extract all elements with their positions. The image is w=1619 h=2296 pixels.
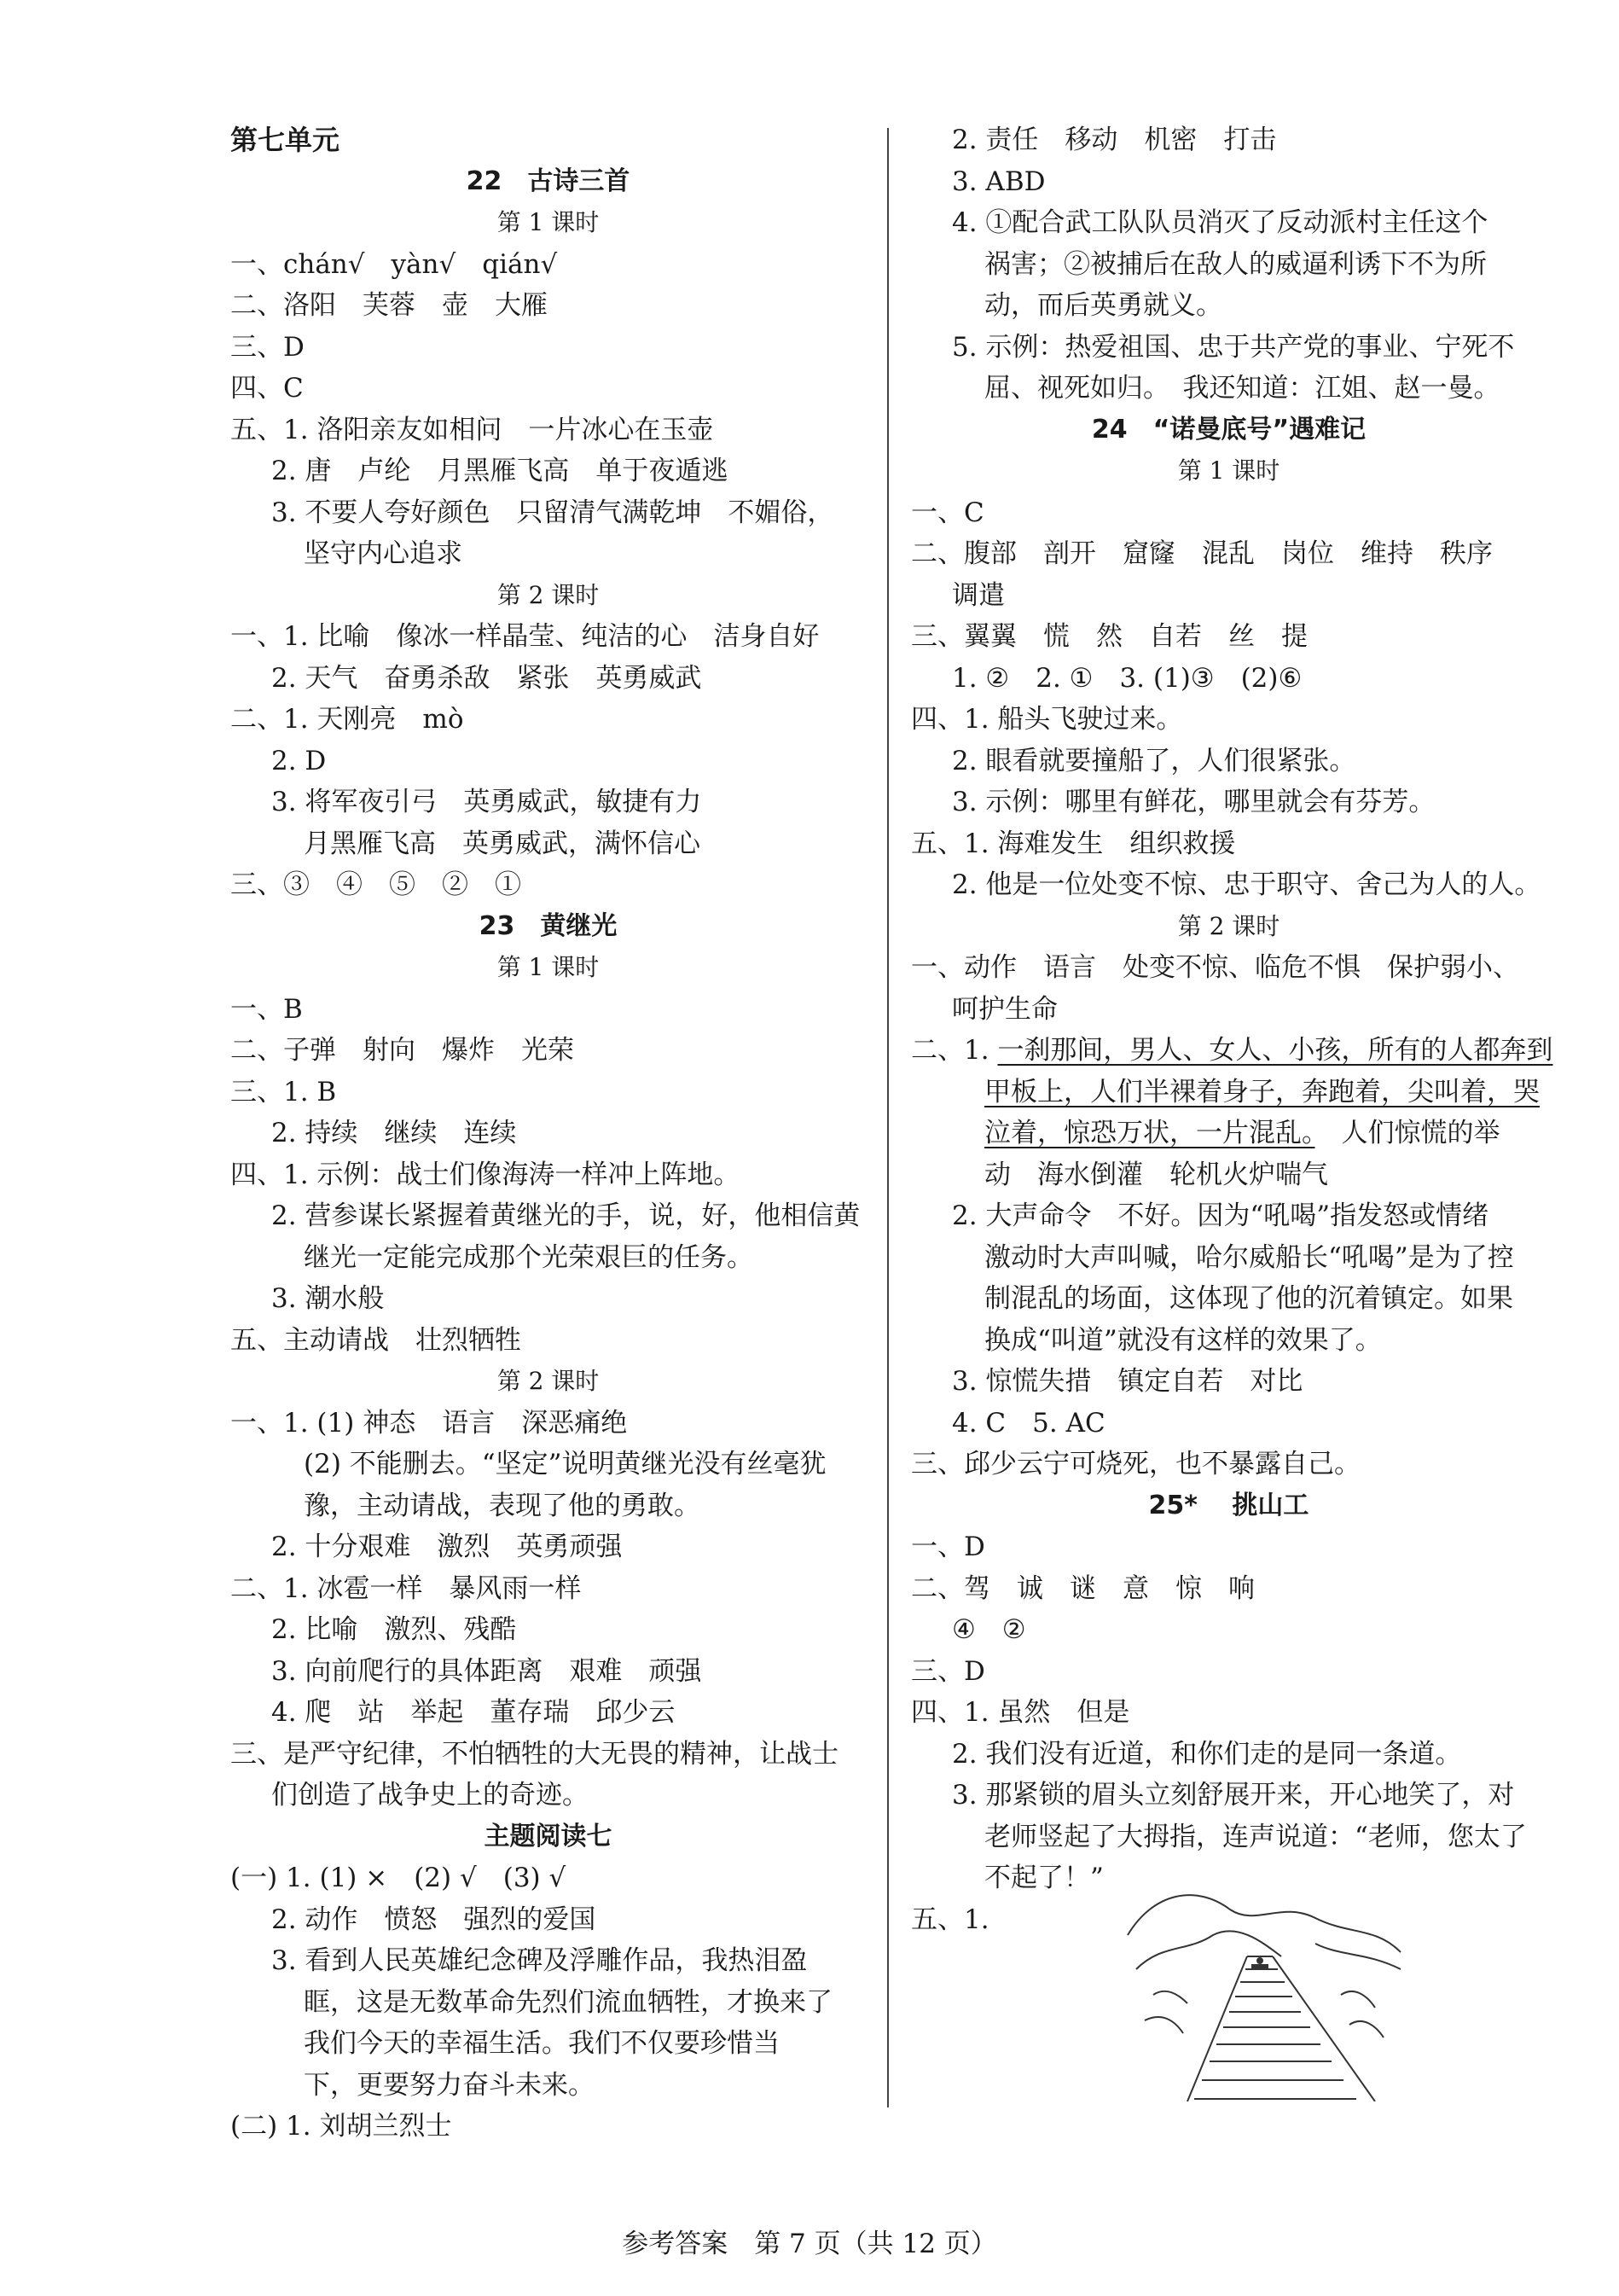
answer-line xyxy=(911,782,1546,823)
page-footer: 参考答案 第 7 页（共 12 页） xyxy=(622,2229,997,2259)
answer-text: 2. 动作 愤怒 强烈的爱国 xyxy=(271,1904,596,1935)
answer-line xyxy=(230,1899,866,1941)
answer-text: 3. 不要人夸好颜色 只留清气满乾坤 不媚俗， xyxy=(271,497,834,528)
answer-line xyxy=(230,864,866,906)
answer-line xyxy=(911,1030,1553,1072)
answer-text: 四、1. 虽然 但是 xyxy=(911,1697,1130,1728)
lesson-title xyxy=(230,1816,866,1858)
answer-line xyxy=(230,1940,866,1982)
answer-text: 三、翼翼 慌 然 自若 丝 提 xyxy=(911,621,1308,652)
answer-text: ④ ② xyxy=(952,1614,1026,1645)
answer-text: 二、子弹 射向 爆炸 光荣 xyxy=(230,1035,574,1066)
session-title xyxy=(911,906,1546,948)
answer-line xyxy=(230,2065,866,2107)
answer-line xyxy=(230,2023,866,2065)
answer-text: 三、是严守纪律，不怕牺牲的大无畏的精神，让战士 xyxy=(230,1738,839,1770)
answer-line xyxy=(230,1030,866,1072)
answer-text: 五、1. 海难发生 组织救援 xyxy=(911,828,1236,859)
answer-text: 第 2 课时 xyxy=(496,580,600,609)
answer-text: 一、1. (1) 神态 语言 深恶痛绝 xyxy=(230,1407,628,1439)
answer-text: 二、1. xyxy=(911,1035,998,1066)
answer-text: 一、chán√ yàn√ qián√ xyxy=(230,248,558,280)
answer-line xyxy=(911,1320,1546,1362)
unit-title xyxy=(230,119,866,161)
answer-text: 25* 挑山工 xyxy=(1148,1490,1309,1520)
answer-text: 四、1. 示例：战士们像海涛一样冲上阵地。 xyxy=(230,1159,740,1190)
session-title xyxy=(911,450,1546,492)
answer-text: 一、1. 比喻 像冰一样晶莹、纯洁的心 洁身自好 xyxy=(230,621,820,652)
answer-line xyxy=(230,1237,866,1279)
answer-line xyxy=(230,1072,866,1113)
answer-text: 调遣 xyxy=(952,579,1005,611)
answer-line xyxy=(911,492,1546,534)
answer-text: 主题阅读七 xyxy=(484,1821,612,1851)
answer-line xyxy=(230,533,866,575)
answer-line xyxy=(911,741,1546,782)
answer-text: 四、C xyxy=(230,373,304,404)
lesson-title xyxy=(911,1485,1546,1527)
answer-text: 2. 大声命令 不好。因为“吼喝”指发怒或情绪 xyxy=(952,1200,1489,1231)
answer-text: 1. ② 2. ① 3. (1)③ (2)⑥ xyxy=(952,662,1303,694)
answer-text: 二、洛阳 芙蓉 壶 大雁 xyxy=(230,290,548,321)
answer-line xyxy=(230,1154,866,1196)
right-column xyxy=(911,119,1553,1940)
answer-text: 第 1 课时 xyxy=(496,953,600,981)
answer-line xyxy=(230,1982,866,2024)
answer-text: 四、1. 船头飞驶过来。 xyxy=(911,704,1183,735)
answer-line xyxy=(911,1651,1546,1693)
underlined-passage: 甲板上，人们半裸着身子，奔跑着，尖叫着，哭 xyxy=(984,1076,1540,1107)
answer-text: 3. 示例：哪里有鲜花，哪里就会有芬芳。 xyxy=(952,787,1436,817)
answer-line xyxy=(911,947,1546,989)
answer-line xyxy=(911,1072,1546,1113)
answer-text: 4. ①配合武工队队员消灭了反动派村主任这个 xyxy=(952,207,1488,238)
answer-text: 3. 看到人民英雄纪念碑及浮雕作品，我热泪盈 xyxy=(271,1945,808,1976)
answer-line xyxy=(911,658,1546,700)
answer-text: 二、1. 天刚亮 mò xyxy=(230,704,464,735)
answer-text: 屈、视死如归。 我还知道：江姐、赵一曼。 xyxy=(984,373,1500,404)
answer-line xyxy=(911,575,1546,617)
answer-text: 继光一定能完成那个光荣艰巨的任务。 xyxy=(304,1241,753,1273)
answer-line xyxy=(911,285,1546,327)
answer-text: 呵护生命 xyxy=(952,993,1058,1025)
answer-text: 22 古诗三首 xyxy=(466,166,630,196)
answer-line xyxy=(911,1692,1546,1734)
answer-line xyxy=(230,327,866,369)
answer-text: 23 黄继光 xyxy=(479,910,618,941)
answer-line xyxy=(230,741,866,782)
answer-text: 一、D xyxy=(911,1532,985,1562)
answer-line xyxy=(230,616,866,658)
answer-text: 二、驾 诚 谜 意 惊 响 xyxy=(911,1572,1255,1604)
answer-line xyxy=(911,1609,1546,1651)
answer-text: 动，而后英勇就义。 xyxy=(984,290,1222,321)
answer-text: 月黑雁飞高 英勇威武，满怀信心 xyxy=(304,828,700,859)
answer-text: 豫，主动请战，表现了他的勇敢。 xyxy=(304,1490,700,1521)
answer-line xyxy=(911,1361,1546,1403)
answer-line xyxy=(911,1113,1546,1154)
answer-line xyxy=(911,989,1546,1031)
answer-text: 下，更要努力奋斗未来。 xyxy=(304,2069,595,2101)
session-title xyxy=(230,947,866,989)
underlined-passage: 泣着，惊恐万状，一片混乱。 xyxy=(984,1118,1315,1148)
answer-text: 激动时大声叫喊，哈尔威船长“吼喝”是为了控 xyxy=(984,1241,1514,1273)
answer-text: 4. C 5. AC xyxy=(952,1407,1105,1439)
answer-text: 2. 我们没有近道，和你们走的是同一条道。 xyxy=(952,1738,1462,1770)
answer-text: 3. 向前爬行的具体距离 艰难 顽强 xyxy=(271,1655,702,1687)
answer-line xyxy=(230,1444,866,1485)
answer-text: 5. 示例：热爱祖国、忠于共产党的事业、宁死不 xyxy=(952,331,1515,363)
answer-line xyxy=(911,1278,1546,1320)
answer-text: 2. 眼看就要撞船了，人们很紧张。 xyxy=(952,745,1356,776)
answer-line xyxy=(230,1692,866,1734)
answer-text: 3. 将军夜引弓 英勇威武，敏捷有力 xyxy=(271,787,702,817)
answer-line xyxy=(230,1195,866,1237)
answer-line xyxy=(230,1485,866,1527)
answer-line xyxy=(911,161,1546,203)
answer-text: 第七单元 xyxy=(230,124,340,156)
answer-text: 2. 持续 继续 连续 xyxy=(271,1118,517,1148)
answer-line xyxy=(230,1320,866,1362)
answer-line xyxy=(911,1403,1546,1444)
answer-line xyxy=(911,1195,1546,1237)
lesson-title xyxy=(911,410,1546,451)
answer-text: 3. 那紧锁的眉头立刻舒展开来，开心地笑了，对 xyxy=(952,1780,1515,1811)
column-divider xyxy=(887,128,889,2107)
answer-line xyxy=(230,368,866,410)
answer-line xyxy=(230,492,866,534)
answer-text: 第 2 课时 xyxy=(1177,911,1280,940)
answer-line xyxy=(911,864,1546,906)
answer-line xyxy=(230,1278,866,1320)
answer-line xyxy=(911,1816,1546,1858)
answer-text: 动 海水倒灌 轮机火炉喘气 xyxy=(984,1159,1328,1190)
answer-text: 三、1. B xyxy=(230,1076,337,1107)
answer-text: 不起了！” xyxy=(984,1863,1104,1893)
answer-text: 一、动作 语言 处变不惊、临危不惧 保护弱小、 xyxy=(911,952,1519,983)
answer-line xyxy=(230,658,866,700)
answer-line xyxy=(230,989,866,1031)
answer-line xyxy=(911,1526,1546,1568)
session-title xyxy=(230,202,866,244)
answer-text: 老师竖起了大拇指，连声说道：“老师，您太了 xyxy=(984,1821,1527,1852)
answer-line xyxy=(230,1403,866,1444)
answer-text: 我们今天的幸福生活。我们不仅要珍惜当 xyxy=(304,2028,780,2059)
answer-line xyxy=(911,1734,1546,1776)
answer-line xyxy=(230,1526,866,1568)
answer-text: 3. 惊慌失措 镇定自若 对比 xyxy=(952,1366,1303,1397)
answer-text: 24 “诺曼底号”遇难记 xyxy=(1091,414,1367,445)
answer-line xyxy=(911,327,1546,369)
answer-line xyxy=(911,1154,1546,1196)
answer-text: 三、③ ④ ⑤ ② ① xyxy=(230,869,521,900)
answer-line xyxy=(230,782,866,823)
answer-text: 制混乱的场面，这体现了他的沉着镇定。如果 xyxy=(984,1283,1513,1314)
answer-text: 一、B xyxy=(230,993,303,1025)
answer-text: 换成“叫道”就没有这样的效果了。 xyxy=(984,1324,1382,1356)
answer-text: 五、1. xyxy=(911,1904,989,1935)
lesson-title xyxy=(230,161,866,203)
answer-line xyxy=(230,244,866,286)
answer-line xyxy=(911,244,1546,286)
answer-text: 2. 天气 奋勇杀敌 紧张 英勇威武 xyxy=(271,662,702,694)
answer-text: 一、C xyxy=(911,497,984,528)
answer-text: 2. 十分艰难 激烈 英勇顽强 xyxy=(271,1532,623,1562)
answer-line xyxy=(911,823,1546,865)
answer-text: 二、1. 冰雹一样 暴风雨一样 xyxy=(230,1572,582,1604)
answer-text: 2. D xyxy=(271,745,327,776)
answer-text: 坚守内心追求 xyxy=(304,538,462,569)
answer-text: 第 2 课时 xyxy=(496,1367,600,1395)
answer-text: 三、D xyxy=(230,331,305,363)
answer-text: 2. 营参谋长紧握着黄继光的手，说，好，他相信黄 xyxy=(271,1200,861,1231)
answer-line xyxy=(911,616,1546,658)
answer-line xyxy=(911,533,1546,575)
answer-text: 五、主动请战 壮烈牺牲 xyxy=(230,1324,521,1356)
session-title xyxy=(230,575,866,617)
answer-text: 第 1 课时 xyxy=(496,208,600,236)
answer-line xyxy=(911,368,1546,410)
answer-line xyxy=(230,823,866,865)
underlined-passage: 一刹那间，男人、女人、小孩，所有的人都奔到 xyxy=(997,1035,1553,1066)
answer-text: 三、D xyxy=(911,1655,985,1687)
answer-text: (一) 1. (1) × (2) √ (3) √ xyxy=(230,1863,566,1893)
answer-text: 们创造了战争史上的奇迹。 xyxy=(271,1780,589,1811)
answer-line xyxy=(911,119,1546,161)
answer-line xyxy=(911,1237,1546,1279)
answer-text: 第 1 课时 xyxy=(1177,456,1280,485)
answer-line xyxy=(230,285,866,327)
answer-text: (二) 1. 刘胡兰烈士 xyxy=(230,2111,452,2142)
answer-line xyxy=(911,1568,1546,1610)
answer-text: 2. 唐 卢纶 月黑雁飞高 单于夜遁逃 xyxy=(271,456,728,486)
answer-line xyxy=(230,1857,866,1899)
answer-line xyxy=(230,1113,866,1154)
answer-line xyxy=(230,410,866,451)
answer-line xyxy=(230,1651,866,1693)
answer-text: (2) 不能删去。“坚定”说明黄继光没有丝毫犹 xyxy=(304,1449,827,1479)
answer-text: 祸害；②被捕后在敌人的威逼利诱下不为所 xyxy=(984,248,1487,280)
answer-line xyxy=(230,450,866,492)
answer-text-tail: 人们惊慌的举 xyxy=(1314,1118,1500,1148)
session-title xyxy=(230,1361,866,1403)
answer-line xyxy=(230,1775,866,1816)
answer-text: 2. 他是一位处变不惊、忠于职守、舍己为人的人。 xyxy=(952,869,1541,900)
answer-line xyxy=(911,699,1546,741)
left-column xyxy=(230,119,866,2148)
answer-text: 三、邱少云宁可烧死，也不暴露自己。 xyxy=(911,1449,1361,1479)
answer-text: 2. 比喻 激烈、残酷 xyxy=(271,1614,517,1645)
answer-line xyxy=(230,1568,866,1610)
answer-text: 眶，这是无数革命先烈们流血牺牲，才换来了 xyxy=(304,1986,833,2018)
answer-text: 2. 责任 移动 机密 打击 xyxy=(952,125,1277,155)
answer-text: 4. 爬 站 举起 董存瑞 邱少云 xyxy=(271,1697,676,1728)
answer-text: 二、腹部 剖开 窟窿 混乱 岗位 维持 秩序 xyxy=(911,538,1493,569)
answer-line xyxy=(230,1734,866,1776)
answer-text: 3. 潮水般 xyxy=(271,1283,385,1314)
answer-line xyxy=(230,699,866,741)
answer-line xyxy=(911,1775,1546,1816)
answer-text: 五、1. 洛阳亲友如相问 一片冰心在玉壶 xyxy=(230,414,714,445)
lesson-title xyxy=(230,906,866,948)
mountain-steps-drawing xyxy=(1119,1875,1409,2101)
answer-line xyxy=(911,202,1546,244)
answer-line xyxy=(911,1444,1546,1485)
answer-line xyxy=(230,2106,866,2148)
answer-text: 3. ABD xyxy=(952,166,1046,197)
answer-line xyxy=(230,1609,866,1651)
